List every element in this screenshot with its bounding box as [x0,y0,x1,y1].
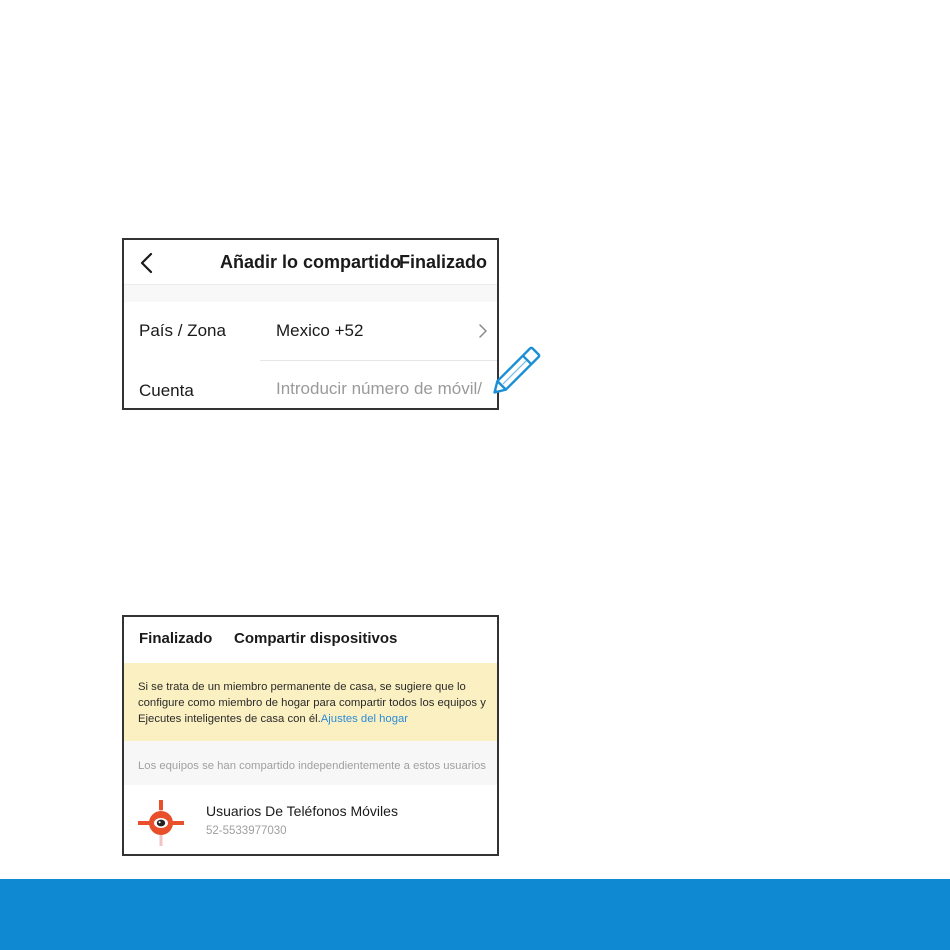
account-label: Cuenta [139,381,194,400]
share-devices-header [124,617,497,663]
account-input[interactable] [276,379,498,399]
user-name: Usuarios De Teléfonos Móviles [206,803,398,819]
add-share-header [124,240,497,285]
notice-text: Si se trata de un miembro permanente de casa, se sugiere que lo configure como miembro de hogar para compartir todos los equipos y Ejecutes inteligentes de casa con él. [138,681,486,725]
user-phone: 52-5533977030 [206,825,287,837]
notice-banner [124,663,497,741]
country-selector[interactable] [124,302,497,361]
done-button[interactable]: Finalizado [398,252,487,272]
add-share-panel [122,238,499,410]
country-label: País / Zona [139,321,226,340]
pencil-icon [484,331,556,403]
share-devices-panel [122,615,499,856]
section-gap [124,285,497,302]
home-settings-link[interactable]: Ajustes del hogar [320,713,409,725]
country-value: Mexico +52 [276,321,364,340]
avatar-icon [136,798,186,848]
section-header: Los equipos se han compartido independientemente a estos usuarios [124,741,497,785]
shared-user-item[interactable] [124,785,497,855]
back-arrow-icon[interactable] [136,250,158,276]
done-button[interactable]: Finalizado [139,630,213,647]
page-title: Compartir dispositivos [234,630,398,647]
page-title: Añadir lo compartido [220,252,402,272]
footer-band [0,879,950,950]
account-row [124,361,497,410]
